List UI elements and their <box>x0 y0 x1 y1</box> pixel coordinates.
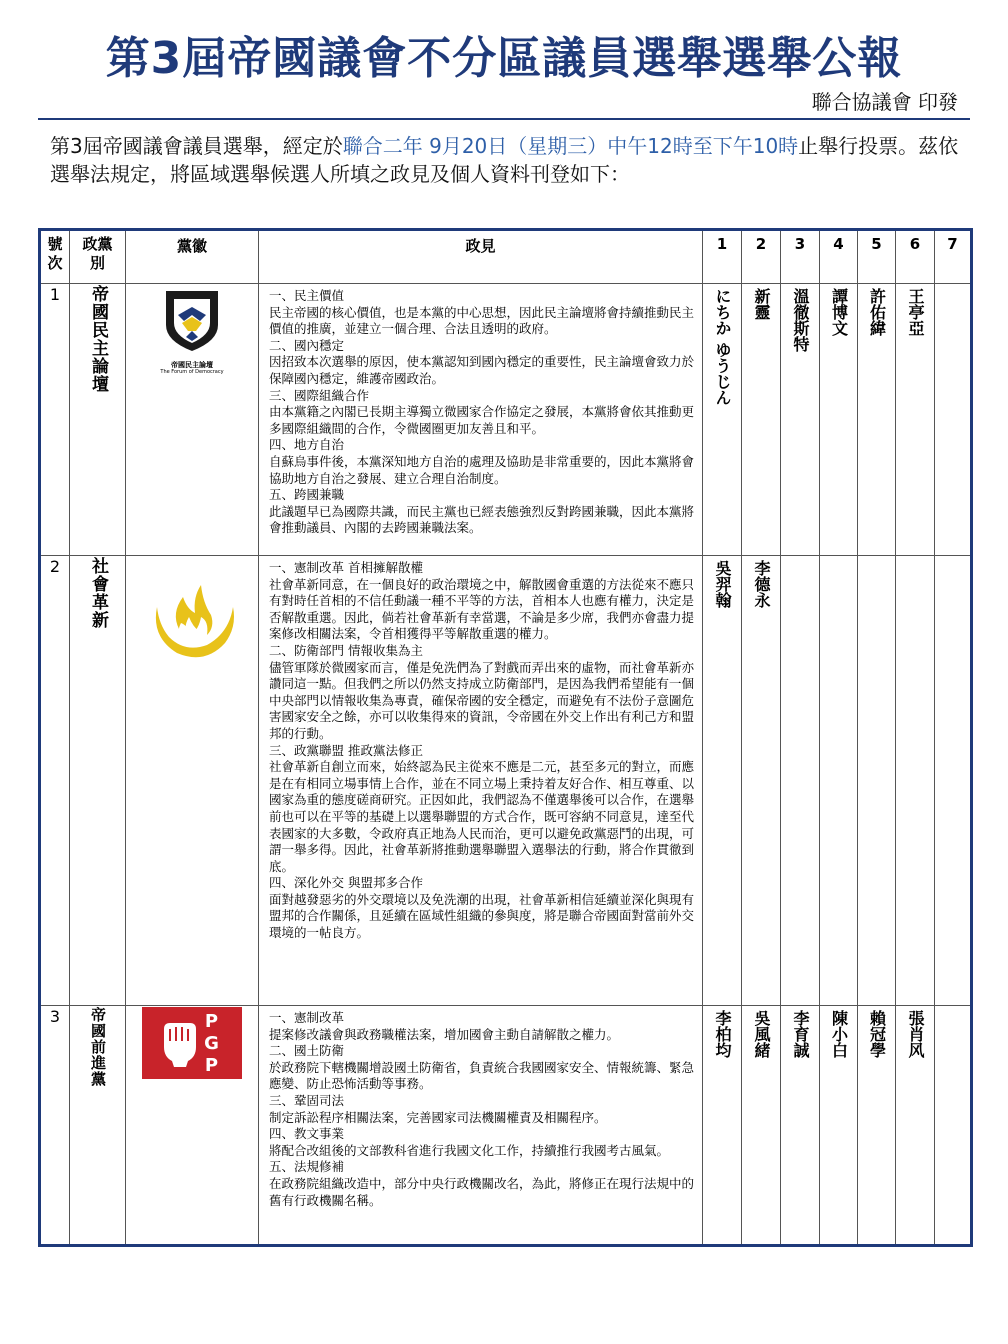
candidate-cell <box>703 284 742 556</box>
policy-cell <box>259 556 703 1006</box>
pgp-logo-icon <box>142 1007 242 1079</box>
policy-line: 三、政黨聯盟 推政黨法修正 <box>269 742 423 758</box>
policy-line: 制定訴訟程序相關法案，完善國家司法機關權責及相關程序。 <box>269 1109 607 1125</box>
policy-line: 一、憲制改革 <box>269 1010 345 1025</box>
header-num: 號次 <box>40 230 70 284</box>
table-row <box>40 556 972 1006</box>
intro-prefix: 第3屆帝國議會議員選舉，經定於 <box>50 134 343 158</box>
party-name: 帝國民主論壇 <box>88 285 108 393</box>
candidate-name: 譚博文 <box>829 288 849 336</box>
candidate-cell <box>703 556 742 1006</box>
candidate-cell <box>858 1006 896 1246</box>
candidate-name: 王亭亞 <box>906 288 925 336</box>
policy-line: 五、法規修補 <box>269 1159 345 1175</box>
policy-line: 儘管軍隊於微國家而言，僅是免洗們為了對戲而弄出來的虛物，而社會革新亦讚同這一點。但我們之所以仍然支持成立防衛部門，是因為我們希望能有一個中央部門以情報收集為專責，確保帝國的安全穩定，而避免有不法份子意圖危害國家安全之餘，亦可以收集得來的資訊，令帝國在外交上作出有利己方和盟邦的行動。 <box>269 659 695 741</box>
candidate-cell <box>896 1006 935 1246</box>
table-row <box>40 1006 972 1246</box>
candidate-cell <box>858 284 896 556</box>
party-name-cell <box>70 284 126 556</box>
policy-line: 面對越發惡劣的外交環境以及免洗潮的出現，社會革新相信延續並深化與現有盟邦的合作關係，且延續在區域性組織的參與度，將是聯合帝國面對當前外交環境的一帖良方。 <box>269 891 695 941</box>
party-name-cell <box>70 556 126 1006</box>
policy-line: 二、國土防衛 <box>269 1043 345 1059</box>
party-logo-cell <box>126 284 259 556</box>
page-title: 第3屆帝國議會不分區議員選舉選舉公報 <box>105 33 903 84</box>
candidate-cell <box>742 1006 781 1246</box>
logo-caption-en: The Forum of Democracy <box>160 369 224 375</box>
candidate-cell <box>935 1006 972 1246</box>
candidate-cell <box>781 284 820 556</box>
candidate-name: 溫徹斯特 <box>791 288 810 352</box>
header-c4: 4 <box>820 230 858 284</box>
party-name: 帝國前進黨 <box>89 1007 107 1087</box>
issuer-label: 聯合協議會 印發 <box>811 90 958 114</box>
header-c1: 1 <box>703 230 742 284</box>
intro-highlight: 聯合二年 9月20日（星期三）中午12時至下午10時 <box>342 134 799 158</box>
candidate-cell <box>703 1006 742 1246</box>
candidate-name: 吳羿翰 <box>713 560 732 608</box>
title-divider <box>38 118 970 120</box>
intro-paragraph <box>50 132 960 188</box>
candidate-cell <box>896 284 935 556</box>
party-logo-cell <box>126 1006 259 1246</box>
party-logo-cell <box>126 556 259 1006</box>
candidate-name: 吳風緒 <box>752 1010 771 1058</box>
pgp-letters: PGP <box>201 1011 222 1077</box>
policy-line: 四、深化外交 與盟邦多合作 <box>269 875 423 891</box>
policy-line: 社會革新同意，在一個良好的政治環境之中，解散國會重選的方法從來不應只有對時任首相的不信任動議一種不平等的方法，首相本人也應有權力，決定是否解散重選。因此，倘若社會革新有幸當選，不論是多少席，我們亦會盡力提案修改相關法案，令首相獲得平等解散重選的權力。 <box>269 576 695 642</box>
header-policy: 政見 <box>259 230 703 284</box>
candidate-name: 賴冠學 <box>867 1010 887 1058</box>
policy-line: 由本黨籍之內閣已長期主導獨立微國家合作協定之發展，本黨將會依其推動更多國際組織間的合作，令微國圈更加友善且和平。 <box>269 404 695 436</box>
candidate-cell <box>742 556 781 1006</box>
policy-cell <box>259 284 703 556</box>
header-party: 政黨別 <box>70 230 126 284</box>
header-c7: 7 <box>935 230 972 284</box>
policy-line: 社會革新自創立而來，始終認為民主從來不應是二元，甚至多元的對立，而應是在有相同立場事情上合作，並在不同立場上秉持着友好合作、相互尊重、以國家為重的態度磋商研究。正因如此，我們認為不僅選舉後可以合作，在選舉前也可以在平等的基礎上以選舉聯盟的方式合作，既可容納不同意見，達至代表國家的大多數，令政府真正地為人民而治，更可以避免政黨惡鬥的出現，可謂一舉多得。因此，社會革新將推動選舉聯盟入選舉法的行動，將合作貫徹到底。 <box>269 759 695 874</box>
candidate-name: 李德永 <box>752 560 771 608</box>
candidate-cell <box>935 556 972 1006</box>
table-header-row <box>40 230 972 284</box>
candidate-name: にちか ゆうじん <box>713 288 732 406</box>
policy-line: 此議題早已為國際共識，而民主黨也已經表態強烈反對跨國兼職，因此本黨將會推動議員、內閣的去跨國兼職法案。 <box>269 503 695 536</box>
candidate-cell <box>820 556 858 1006</box>
candidate-cell <box>742 284 781 556</box>
intro-suffix: 止舉行投票。茲依選舉法規定，將區域選舉候選人所填之政見及個人資料刊登如下： <box>50 134 959 186</box>
policy-line: 二、防衛部門 情報收集為主 <box>269 642 423 658</box>
candidate-cell <box>896 556 935 1006</box>
policy-line: 一、憲制改革 首相擁解散權 <box>269 560 423 575</box>
policy-line: 在政務院組織改造中，部分中央行政機關改名，為此，將修正在現行法規中的舊有行政機關名稱。 <box>269 1175 695 1208</box>
policy-line: 將配合改組後的文部教科省進行我國文化工作，持續推行我國考古風氣。 <box>269 1142 670 1158</box>
row-number: 1 <box>40 284 70 556</box>
candidate-name: 陳小白 <box>829 1010 849 1058</box>
policy-line: 四、地方自治 <box>269 437 345 453</box>
policy-line: 於政務院下轄機關增設國土防衛省，負責統合我國國家安全、情報統籌、緊急應變、防止恐怖活動等事務。 <box>269 1059 695 1092</box>
policy-line: 自蘇烏事件後，本黨深知地方自治的處理及協助是非常重要的，因此本黨將會協助地方自治之發展、建立合理自治制度。 <box>269 453 695 486</box>
header-c5: 5 <box>858 230 896 284</box>
candidate-cell <box>781 556 820 1006</box>
policy-line: 五、跨國兼職 <box>269 487 345 503</box>
policy-line: 三、國際組織合作 <box>269 387 370 403</box>
policy-line: 三、鞏固司法 <box>269 1092 345 1108</box>
candidate-name: 新靈 <box>752 288 771 320</box>
candidate-cell <box>858 556 896 1006</box>
policy-line: 民主帝國的核心價值，也是本黨的中心思想，因此民主論壇將會持續推動民主價值的推廣，並建立一個合理、合法且透明的政府。 <box>269 304 695 337</box>
policy-line: 四、教文事業 <box>269 1126 345 1142</box>
policy-line: 提案修改議會與政務職權法案，增加國會主動自請解散之權力。 <box>269 1026 620 1042</box>
candidate-name: 張肖风 <box>906 1010 925 1058</box>
policy-line: 因招致本次選舉的原因，使本黨認知到國內穩定的重要性，民主論壇會致力於保障國內穩定，維護帝國政治。 <box>269 354 695 386</box>
candidate-cell <box>781 1006 820 1246</box>
candidate-cell <box>935 284 972 556</box>
flame-logo-icon <box>137 557 247 667</box>
header-c6: 6 <box>896 230 935 284</box>
table-row <box>40 284 972 556</box>
candidate-name: 李柏均 <box>713 1010 732 1058</box>
policy-line: 一、民主價值 <box>269 288 345 303</box>
candidate-name: 李育誠 <box>791 1010 810 1058</box>
policy-line: 二、國內穩定 <box>269 337 345 353</box>
candidate-cell <box>820 284 858 556</box>
party-name-cell <box>70 1006 126 1246</box>
candidate-name: 許佑緯 <box>867 288 887 336</box>
logo-caption: 帝國民主論壇 <box>171 361 213 369</box>
policy-cell <box>259 1006 703 1246</box>
candidates-table <box>38 228 973 1247</box>
forum-of-democracy-logo-icon <box>152 285 232 357</box>
row-number: 3 <box>40 1006 70 1246</box>
row-number: 2 <box>40 556 70 1006</box>
header-c2: 2 <box>742 230 781 284</box>
header-c3: 3 <box>781 230 820 284</box>
party-name: 社會革新 <box>88 557 108 629</box>
candidate-cell <box>820 1006 858 1246</box>
header-logo: 黨徽 <box>126 230 259 284</box>
